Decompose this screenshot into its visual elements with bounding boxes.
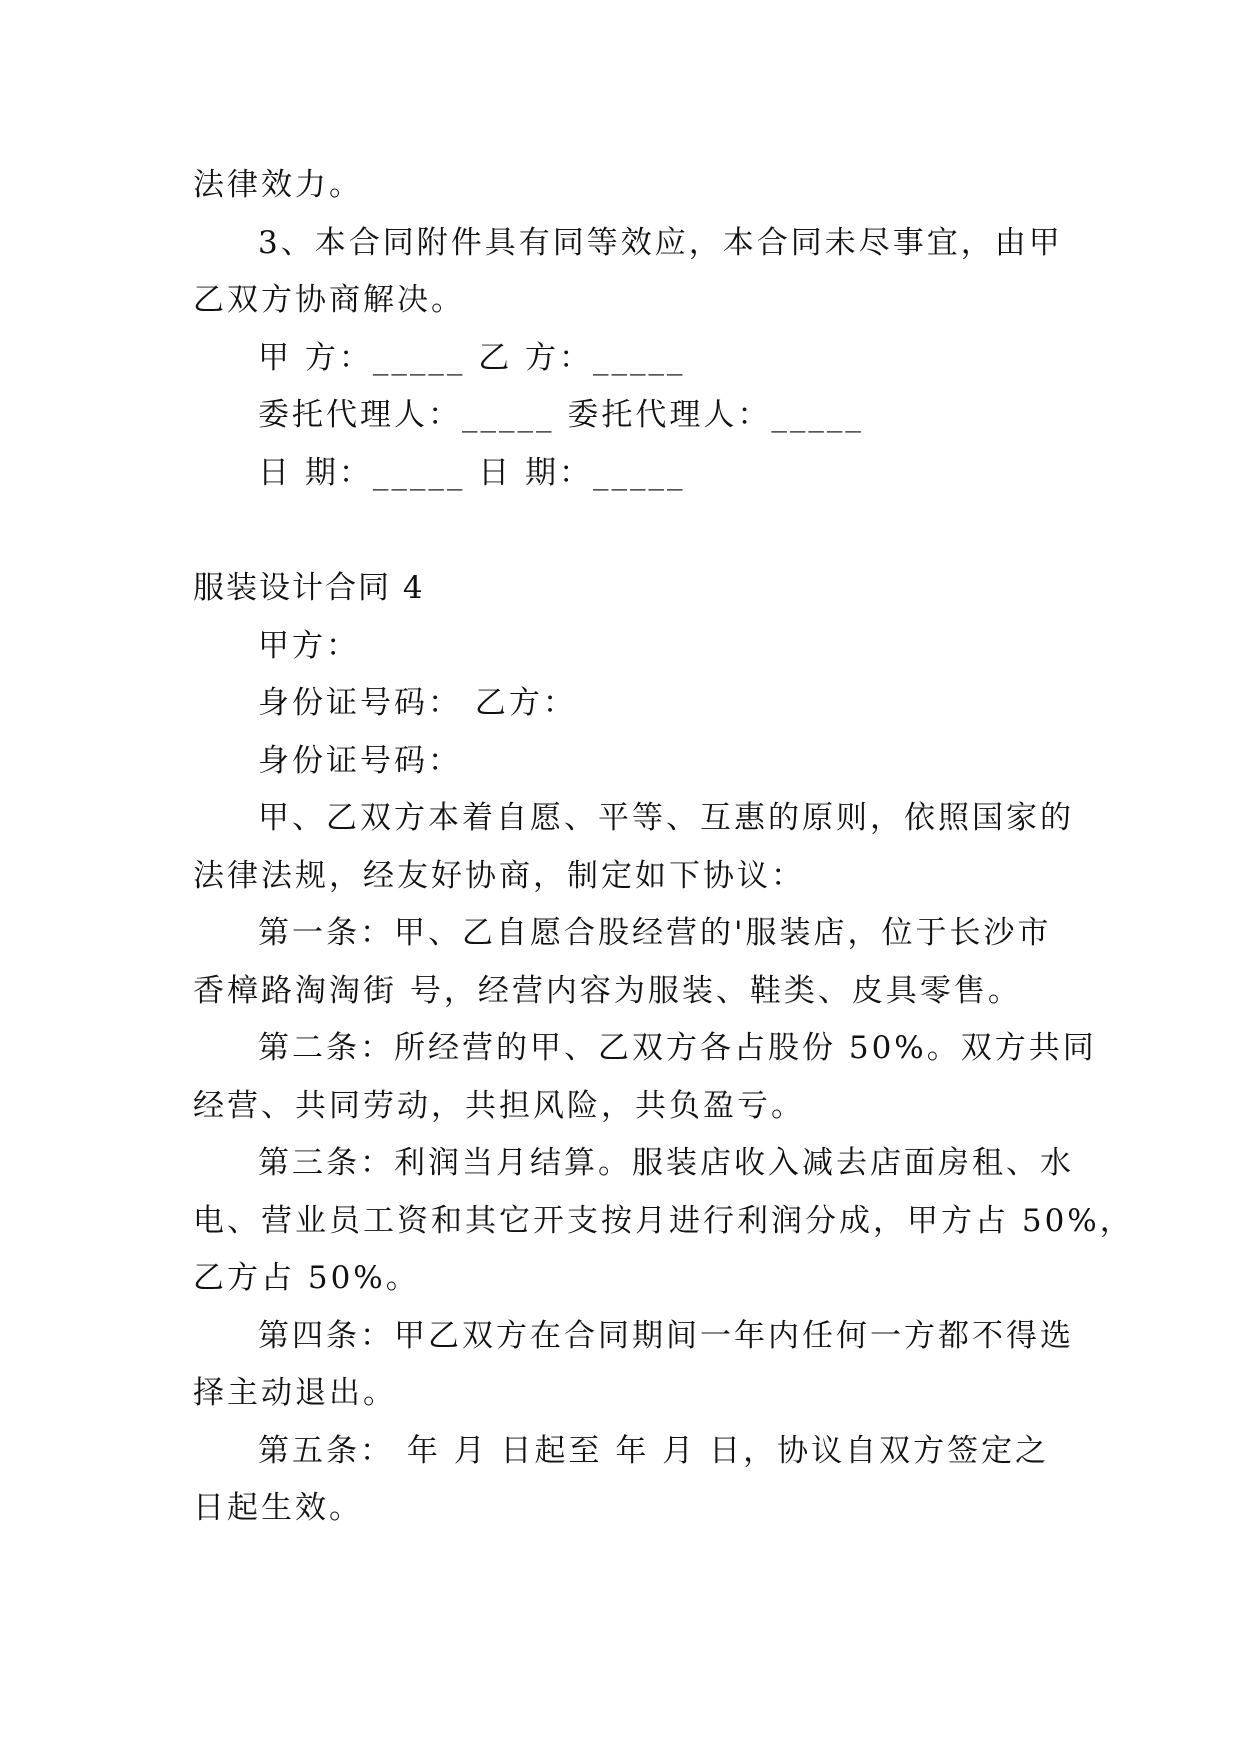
article-3-line-1: 第三条：利润当月结算。服装店收入减去店面房租、水 bbox=[258, 1145, 1074, 1181]
text-line-intro-1: 甲、乙双方本着自愿、平等、互惠的原则，依照国家的 bbox=[258, 800, 1074, 836]
id-line: 身份证号码： bbox=[258, 743, 462, 779]
signature-line-date: 日 期：_____ 日 期：_____ bbox=[258, 455, 686, 491]
article-5-line-2: 日起生效。 bbox=[193, 1490, 363, 1526]
article-1-line-1: 第一条：甲、乙自愿合股经营的'服装店，位于长沙市 bbox=[258, 915, 1052, 951]
article-4-line-2: 择主动退出。 bbox=[193, 1375, 397, 1411]
signature-line-party: 甲 方：_____ 乙 方：_____ bbox=[258, 340, 686, 376]
article-5-line-1: 第五条： 年 月 日起至 年 月 日，协议自双方签定之 bbox=[258, 1433, 1050, 1469]
id-and-party-b-line: 身份证号码： 乙方： bbox=[258, 685, 577, 721]
signature-line-agent: 委托代理人：_____ 委托代理人：_____ bbox=[258, 397, 864, 433]
article-3-line-2: 电、营业员工资和其它开支按月进行利润分成，甲方占 50%， bbox=[193, 1203, 1134, 1239]
text-line-1: 法律效力。 bbox=[193, 167, 363, 203]
article-1-line-2: 香樟路淘淘街 号，经营内容为服装、鞋类、皮具零售。 bbox=[193, 973, 1022, 1009]
article-4-line-1: 第四条：甲乙双方在合同期间一年内任何一方都不得选 bbox=[258, 1318, 1074, 1354]
article-2-line-2: 经营、共同劳动，共担风险，共负盈亏。 bbox=[193, 1088, 805, 1124]
article-2-line-1: 第二条：所经营的甲、乙双方各占股份 50%。双方共同 bbox=[258, 1030, 1097, 1066]
party-a-line: 甲方： bbox=[258, 628, 360, 664]
text-line-intro-2: 法律法规，经友好协商，制定如下协议： bbox=[193, 858, 805, 894]
article-3-line-3: 乙方占 50%。 bbox=[193, 1260, 420, 1296]
section-title: 服装设计合同 4 bbox=[193, 570, 425, 606]
text-line-3: 乙双方协商解决。 bbox=[193, 282, 465, 318]
text-line-2: 3、本合同附件具有同等效应，本合同未尽事宜，由甲 bbox=[258, 225, 1063, 261]
